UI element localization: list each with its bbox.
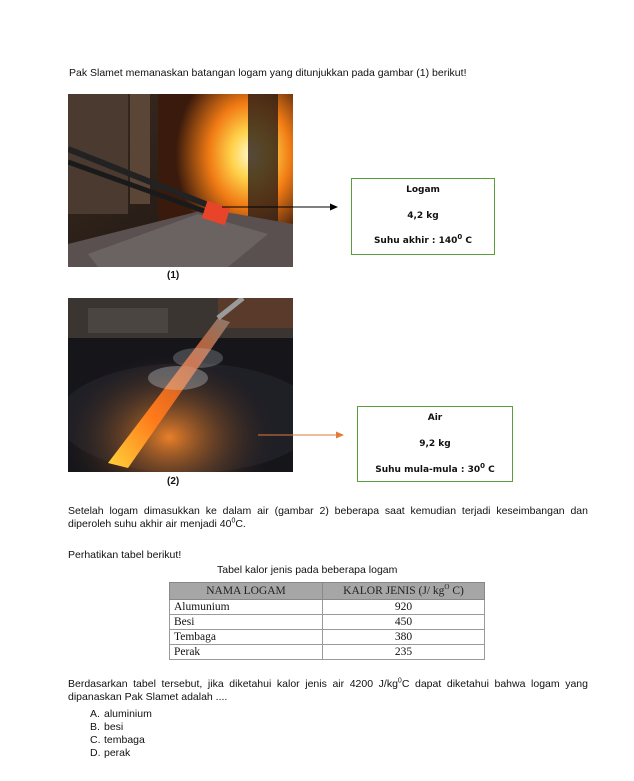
specific-heat-table — [169, 582, 485, 660]
table-row — [170, 615, 485, 630]
instruction-text: Perhatikan tabel berikut! — [68, 549, 182, 561]
water-box-mass: 9,2 kg — [419, 439, 451, 449]
header-kalor: KALOR JENIS (J/ $kg^O$ C) — [323, 583, 485, 600]
metal-value: 450 — [323, 615, 485, 630]
water-box-title: Air — [427, 413, 443, 423]
metal-value: 380 — [323, 630, 485, 645]
option-a[interactable]: A. aluminium — [90, 708, 152, 720]
answer-options — [90, 708, 152, 760]
option-d[interactable]: D. perak — [90, 747, 131, 759]
metal-name: Alumunium — [170, 600, 323, 615]
metal-value: 235 — [323, 645, 485, 660]
table-caption: Tabel kalor jenis pada beberapa logam — [217, 564, 398, 576]
figure1-caption: (1) — [167, 270, 180, 281]
intro-text: Pak Slamet memanaskan batangan logam yang ditunjukkan pada gambar (1) berikut! — [69, 67, 467, 79]
metal-name: Besi — [170, 615, 323, 630]
table-row — [170, 645, 485, 660]
table-row — [170, 600, 485, 615]
arrow-1 — [222, 200, 342, 214]
metal-value: 920 — [323, 600, 485, 615]
metal-name: Perak — [170, 645, 323, 660]
water-info-box — [357, 406, 513, 482]
metal-box-temp: Suhu akhir : $140^0$ C — [373, 233, 473, 246]
metal-name: Tembaga — [170, 630, 323, 645]
header-name: NAMA LOGAM — [170, 583, 323, 600]
figure2-caption: (2) — [167, 476, 180, 487]
option-b[interactable]: B. besi — [90, 721, 124, 733]
equilibrium-paragraph: Setelah logam dimasukkan ke dalam air (gambar 2) beberapa saat kemudian terjadi keseimbangan dan diperoleh suhu akhir air menjadi $40^0C$. — [68, 505, 588, 530]
water-box-temp: Suhu mula-mula : $30^0$ C — [375, 462, 495, 475]
photo-metal-in-fire — [68, 94, 293, 267]
option-c[interactable]: C. tembaga — [90, 734, 145, 746]
table-row — [170, 630, 485, 645]
metal-box-mass: 4,2 kg — [407, 211, 439, 221]
photo-metal-in-water — [68, 298, 293, 472]
arrow-2 — [258, 428, 348, 442]
metal-info-box — [351, 178, 495, 255]
question-text: Berdasarkan tabel tersebut, jika diketahui kalor jenis air 4200 $J/kg^0C$ dapat diketahui bahwa logam yang dipanaskan Pak Slamet adalah .... — [68, 677, 588, 703]
metal-box-title: Logam — [406, 185, 440, 195]
